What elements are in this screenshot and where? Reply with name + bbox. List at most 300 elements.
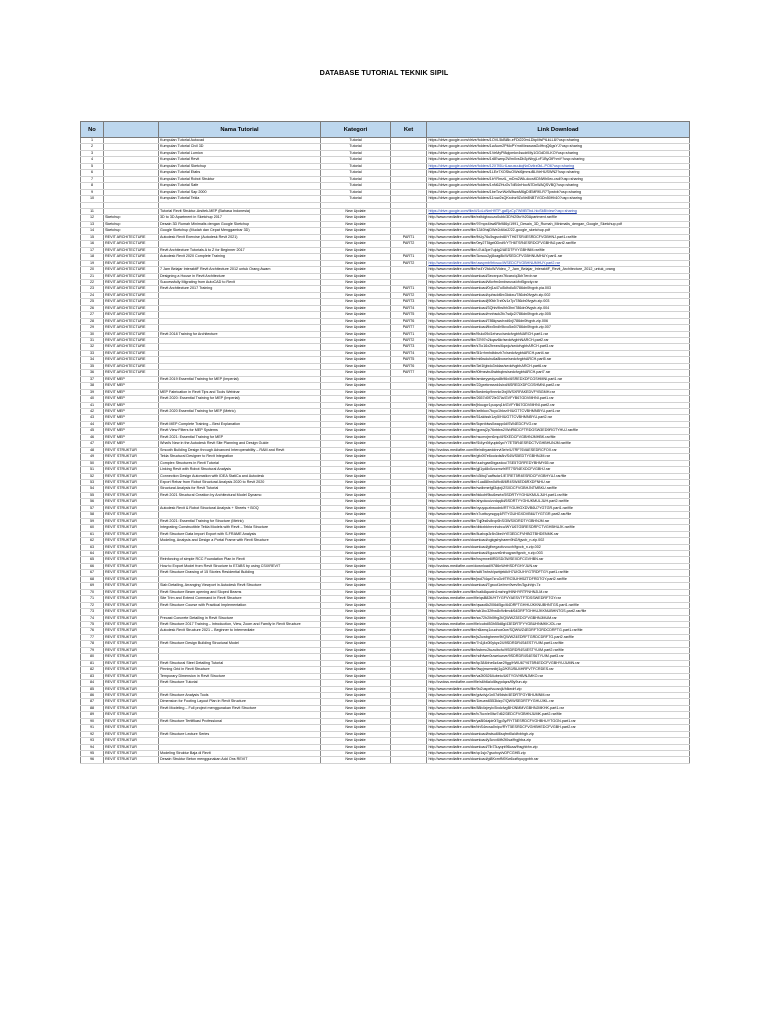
cell-no: 91 (81, 725, 104, 731)
cell-kategori-program: REVIT MEP (104, 441, 159, 447)
download-link[interactable]: http://www.mediafire.com/file/js2uwbgheem9t/QWWZ4EDRFTGRDCDRFTG.part2.rar/file (427, 634, 690, 640)
cell-no: 71 (81, 596, 104, 602)
download-link[interactable]: http://www.mediafire.com/file/oyuyquzbwudnk/RTYGUHGXDVB6U7YGTGR.part1.rar/file (427, 505, 690, 511)
cell-kategori: New Update (321, 447, 391, 453)
cell-kategori: New Update (321, 531, 391, 537)
cell-kategori-program: REVIT STRUKTUR (104, 512, 159, 518)
download-link[interactable]: http://www.mediafire.com/file/amkeyyedyzo8b96x/6SREDXDFCGSHMNI.part1.rar (427, 376, 690, 382)
download-link[interactable]: http://www.mediafire.com/download/iwtsu6l6sqfmt0a/dfvbhgh.zip (427, 731, 690, 737)
download-link[interactable]: http://www.mediafire.com/file/lv7kcn/e0ltw7d62/3EDCFVGBHNJUMK.part2.rar/file (427, 712, 690, 718)
cell-nama-tutorial: Revit MEP Complete Training – Best Explanation (159, 421, 321, 427)
cell-kategori-program: REVIT STRUKTUR (104, 531, 159, 537)
cell-kategori: Tutorial (321, 138, 391, 144)
cell-no: 44 (81, 421, 104, 427)
cell-kategori-program: Sketchup (104, 215, 159, 221)
cell-no: 24 (81, 292, 104, 298)
cell-no: 40 (81, 396, 104, 402)
cell-no: 33 (81, 350, 104, 356)
cell-ket: PART1 (391, 331, 427, 337)
cell-nama-tutorial: Revit Structure Drawing of 15 Stories Residential Building (159, 570, 321, 576)
table-body (81, 138, 690, 764)
cell-nama-tutorial: Revit Structure Data Import Export with S-FRAME Analysis (159, 531, 321, 537)
cell-kategori: New Update (321, 312, 391, 318)
cell-kategori: New Update (321, 428, 391, 434)
download-link[interactable]: http://www.mediafire.com/download/y3cvx6itfr2t0sa/fhgjhba.zip (427, 738, 690, 744)
cell-kategori-program: REVIT STRUKTUR (104, 705, 159, 711)
download-link[interactable]: http://www.mediafire.com/file/sw72h2lh0fhg2t/QWWZ3EDCFVGBHNJMUM.rar (427, 615, 690, 621)
cell-kategori: New Update (321, 544, 391, 550)
download-link[interactable]: http://www.mediafire.com/file/fbUy76u5sgsxlrd8/YTH6TSR4ESRDCFVGBHNJ.part1.rar/file (427, 234, 690, 240)
cell-nama-tutorial: Revit 2020 Essential Training for MEP (Metric) (159, 409, 321, 415)
cell-kategori: New Update (321, 705, 391, 711)
download-link[interactable]: http://www.mediafire.com/download/vlkvfm4nrdwruva/cfvt5gvcty.rar (427, 279, 690, 285)
cell-no: 46 (81, 434, 104, 440)
cell-no: 94 (81, 744, 104, 750)
download-link[interactable]: http://www.mediafire.com/file/gjl1yd8x0zczrnzfr/RT7SR4EXDCFVGBHJ.rar (427, 467, 690, 473)
cell-kategori-program: REVIT STRUKTUR (104, 621, 159, 627)
cell-ket: PART2 (391, 260, 427, 266)
cell-no: 5 (81, 163, 104, 169)
download-link[interactable]: http://www.mediafire.com/file/3ei1fgbdo3nldax/sedcfvgbhARCH.part6.rar (427, 363, 690, 369)
cell-ket: PART6 (391, 363, 427, 369)
download-link[interactable]: http://www.mediafire.com/file/ksbmc2tuzuibcfu/9SDRDR4S4ESTYUIM.part2.rar/file (427, 647, 690, 653)
cell-kategori-program: REVIT STRUKTUR (104, 538, 159, 544)
cell-kategori: New Update (321, 383, 391, 389)
download-link[interactable]: https://drive.google.com/drive/folders/1nN6ZHuGv7dB4nHooN7DnWAQSVBQ?usp=sharing (427, 183, 690, 189)
cell-no: 67 (81, 570, 104, 576)
cell-kategori-program: REVIT MEP (104, 415, 159, 421)
cell-kategori-program: REVIT MEP (104, 434, 159, 440)
cell-no: 50 (81, 460, 104, 466)
download-link[interactable]: https://drive.google.com/drive/folders/1VeMyPl8qlpmkn4sudriMy1GGdDXLKOYusp=sharing (427, 150, 690, 156)
cell-nama-tutorial: Revit 2020: Essential Training for MEP (Imperial) (159, 396, 321, 402)
download-link[interactable]: http://www.mediafire.com/file/88b4xjeylx/5xdcfvgBHJNMMVGBHNJMKHK.part1.rar (427, 705, 690, 711)
cell-kategori: New Update (321, 228, 391, 234)
download-link[interactable]: http://www.mediafire.com/download/quhsdd6rx3lokxu/786dn0fvgvb.zip.002 (427, 292, 690, 298)
cell-no: 35 (81, 363, 104, 369)
cell-kategori-program: REVIT STRUKTUR (104, 576, 159, 582)
download-link[interactable]: http://www.mediafire.com/file/22gxeknwsrd4sixd/6SREDXDFCGSHMNI.part2.rar (427, 383, 690, 389)
cell-kategori-program: REVIT STRUKTUR (104, 699, 159, 705)
cell-no: 20 (81, 267, 104, 273)
cell-kategori-program: REVIT MEP (104, 389, 159, 395)
download-link[interactable]: https://drive.google.com/drive/folders/1r8Ewmp2Wm0vsDb3pNhyjLvF1ByGtFhmY?usp=sharing (427, 157, 690, 163)
cell-kategori: New Update (321, 389, 391, 395)
download-link[interactable]: http://www.mediafire.com/file/5qxnfdws0wapp4d/SW4EDCFVG.rar (427, 421, 690, 427)
download-link[interactable]: http://www.mediafire.com/file/jwd7i4qw7zru3vf/TRC5UHH5ZTDFRDTGY.part2.rar/file (427, 576, 690, 582)
download-link[interactable]: http://www.mediafire.com/download/mnhsck2fc7sdjc2/786dn0fvgvb.zip.005 (427, 312, 690, 318)
download-link[interactable]: http://www.mediafire.com/download/0rj1a47ui5dhdlu5/786dn0fvgvb.pia.003 (427, 286, 690, 292)
cell-nama-tutorial: 7 Jam Belajar InteraktiF Revit Architecture 2012 untuk Orang Awam (159, 267, 321, 273)
cell-kategori: New Update (321, 260, 391, 266)
download-link[interactable]: https://drive.google.com/drive/folders/1LEe7XOStuOWsI6jmmuBLiVeHUSWN2?usp=sharing (427, 170, 690, 176)
cell-ket: PART7 (391, 325, 427, 331)
cell-kategori: Tutorial (321, 183, 391, 189)
cell-kategori-program: REVIT MEP (104, 428, 159, 434)
cell-no: 10 (81, 196, 104, 202)
cell-nama-tutorial: Kumpulan Tutorial Robot Struktur (159, 176, 321, 182)
cell-kategori: New Update (321, 609, 391, 615)
download-link[interactable]: http://www.mediafire.com/file/kp384bhe6z4ae29gg/HWU67Y6T5R4EDCFVGBHYUJUMN.rar (427, 660, 690, 666)
download-link[interactable]: http://www.mediafire.com/file/l9ulo09d1ehzvc/sedcfvgbhNARCH.part1.rar (427, 331, 690, 337)
cell-nama-tutorial: Revit Structure Tertifikasi Professional (159, 718, 321, 724)
cell-no: 15 (81, 234, 104, 240)
cell-kategori: Tutorial (321, 176, 391, 182)
cell-no: 74 (81, 615, 104, 621)
cell-nama-tutorial: Desain 3D Rumah Minimalis dengan Google Sketchup (159, 221, 321, 227)
cell-no: 54 (81, 486, 104, 492)
download-link[interactable]: http://cvokss.mediafire.com/file/qsB82tI/HTYGFVYAESVTFTDSSWEDRFTGY.rar (427, 596, 690, 602)
cell-kategori: New Update (321, 486, 391, 492)
cell-ket: PART7 (391, 370, 427, 376)
cell-kategori: New Update (321, 512, 391, 518)
download-link[interactable]: http://www.mediafire.com/file/3cwuu2pj8oag8k/WSEDCFVGBHNUMHUY.part1.rar (427, 254, 690, 260)
download-link[interactable]: http://www.mediafire.com/file/51aldssh1zy5/HIUG7TCVBHMNBYU.part2.rar (427, 415, 690, 421)
download-link[interactable]: https://drive.google.com/drive/folders/1wAum2PMoPYmxMxswwaGdHrqQ6gsYJ?usp=sharing (427, 144, 690, 150)
cell-no: 80 (81, 654, 104, 660)
cell-kategori-program: Sketchup (104, 228, 159, 234)
cell-no: 13 (81, 221, 104, 227)
header-ket: Ket (391, 122, 427, 138)
download-link[interactable]: http://www.mediafire.com/file/ya8l0dajdr0i7gp3y/RYT5ESRDCFVGHBHUYTGGN.part1.rar (427, 718, 690, 724)
cell-kategori-program: REVIT STRUKTUR (104, 602, 159, 608)
cell-kategori-program: REVIT STRUKTUR (104, 518, 159, 524)
cell-nama-tutorial: Revit 2021: Essential Training for Structure (Metric) (159, 518, 321, 524)
download-link[interactable]: https://drive.google.com/drive/folders/11ruw2sQKxdnz9ZoVe8NBTVGDn50Hb10?usp=sharing (427, 196, 690, 202)
download-link[interactable]: http://www.mediafire.com/file/gfo0t7e6ooizds8n/S4WS5EDTYGBHNJM.rar (427, 454, 690, 460)
cell-kategori: New Update (321, 247, 391, 253)
cell-nama-tutorial: Autodesk Revit & Robot Structural Analysis + Sheets + BOQ (159, 505, 321, 511)
cell-ket: PART5 (391, 357, 427, 363)
cell-kategori-program: REVIT ARCHITECTURE (104, 344, 159, 350)
cell-no: 64 (81, 550, 104, 556)
cell-nama-tutorial: Pinning Grid in Revit Structure (159, 667, 321, 673)
tutorial-table (80, 121, 690, 764)
download-link[interactable]: http://www.mediafire.com/file/wb1bc32fhw8x9vlimdi/64DRFTGHHUJKKNUBHNTGS.part2.rar/file (427, 609, 690, 615)
cell-no: 84 (81, 680, 104, 686)
cell-nama-tutorial: Kumpulan Tutorial Civil 3D (159, 144, 321, 150)
header-kategori-program (104, 122, 159, 138)
cell-kategori-program: REVIT MEP (104, 421, 159, 427)
download-link[interactable]: http://www.mediafire.com/file/x7uxttuyrsqyq4/RTYGUHGXDVB6U7YGTGR.part2.rar/file (427, 512, 690, 518)
table-row (81, 757, 690, 763)
cell-kategori-program: REVIT STRUKTUR (104, 589, 159, 595)
cell-no: 48 (81, 447, 104, 453)
cell-kategori-program: REVIT ARCHITECTURE (104, 325, 159, 331)
cell-kategori-program: REVIT ARCHITECTURE (104, 286, 159, 292)
download-link[interactable]: http://www.mediafire.com/download/3ecxnpzx7tlcaro/q3kh7erdr.rar (427, 273, 690, 279)
cell-ket: PART1 (391, 254, 427, 260)
cell-kategori: New Update (321, 563, 391, 569)
download-link[interactable]: http://www.mediafire.com/file/s7lo16x2trezw/6qwjc/sedcfvgbhARCH.part3.rar (427, 344, 690, 350)
download-link[interactable]: http://www.mediafire.com/file/ndhfwm0uweiuwve/9SDRDR4S4ES6TYUIM.part3.rar (427, 654, 690, 660)
download-link[interactable]: http://www.mediafire.com/file/9o2uspxfvuosvjk/hlkedrf.zip (427, 686, 690, 692)
download-link[interactable]: http://www.mediafire.com/download/7gxcct1e/mm9vev9n/3guhhjn.7z (427, 583, 690, 589)
download-link[interactable]: http://www.mediafire.com/file/ezltdgtxuuzo0ubk/3D%20to%20Apartment.rar/file (427, 215, 690, 221)
cell-kategori: New Update (321, 647, 391, 653)
download-link[interactable]: http://www.mediafire.com/file/hx4Y2tdoW/Video_7_Jam_Belajar_InteraktiF_Revit_Architecture_2012_untuk_orang (427, 267, 690, 273)
cell-no: 34 (81, 357, 104, 363)
cell-nama-tutorial: Revit 2021: Essential Training for MEP (159, 434, 321, 440)
cell-kategori-program: REVIT STRUKTUR (104, 738, 159, 744)
cell-kategori: New Update (321, 402, 391, 408)
cell-kategori: New Update (321, 505, 391, 511)
cell-kategori-program: REVIT STRUKTUR (104, 744, 159, 750)
download-link[interactable]: http://www.mediafire.com/file/7qj0ts6v8rcp6hS/3WSXDRDTYGBHNJM.rar (427, 518, 690, 524)
download-link[interactable]: http://www.mediafire.com/download/4guuvx6nfruqyan/fgvcb_n.zip.003 (427, 550, 690, 556)
cell-no: 9 (81, 189, 104, 195)
header-no: No (81, 122, 104, 138)
download-link[interactable]: https://drive.google.com/drive/folders/1beTcvrWzW8wwM6gDIEMRf0-R7Tpwtxb?usp=sharing (427, 189, 690, 195)
cell-kategori: New Update (321, 660, 391, 666)
download-link[interactable]: https://drive.google.com/drive/folders/12X7t5LriLacuxuukqNnDvilrz0kL-PO6?usp=sharing (427, 163, 690, 169)
download-link[interactable]: http://www.mediafire.com/download/tlxx5ndh9kvo5w0/786dn0fvgvb.zip.007 (427, 325, 690, 331)
cell-nama-tutorial: Revit Structure Course with Practical Implementation (159, 602, 321, 608)
cell-kategori-program: REVIT ARCHITECTURE (104, 273, 159, 279)
download-link[interactable]: https://drive.google.com/file/d/1oLcNmH9TP-gaEjzCp7WMBTbd-hloSkB/view?usp=sharing (427, 208, 690, 214)
download-link[interactable]: http://www.mediafire.com/file/0ey2T5lgxt0Dnd9/YTH6TSR4ESRDCFVGBHNJ.part2.rar/file (427, 241, 690, 247)
download-link[interactable]: http://www.mediafire.com/file/gdvdvjz1n07d9dsb/4EDRTFGYBHUMNM.rar (427, 692, 690, 698)
download-link[interactable]: https://drive.google.com/drive/folders/1OVL5kBl8b-eFDi220mLDkpMsPtLkLL8/?usp=sharing (427, 138, 690, 144)
cell-kategori: New Update (321, 731, 391, 737)
cell-no: 38 (81, 383, 104, 389)
cell-no: 47 (81, 441, 104, 447)
download-link[interactable]: http://cvokss.mediafire.com/download/9786nWrtHSDFGHYJUN.rar (427, 563, 690, 569)
download-link[interactable]: http://www.mediafire.com/file/mi6wduhu6a8bcwe/sedcfvgbhARCH.part5.rar (427, 357, 690, 363)
cell-kategori-program: REVIT ARCHITECTURE (104, 357, 159, 363)
cell-kategori: New Update (321, 325, 391, 331)
cell-kategori-program: REVIT STRUKTUR (104, 570, 159, 576)
cell-kategori: New Update (321, 480, 391, 486)
cell-kategori-program: REVIT STRUKTUR (104, 751, 159, 757)
cell-ket: PART1 (391, 234, 427, 240)
download-link[interactable]: http://www.mediafire.com/file/f1t4yn94yupk6yc/Y7ET5R4ESRDCTVGHBHUNJM.rar/file (427, 441, 690, 447)
cell-kategori-program: REVIT ARCHITECTURE (104, 279, 159, 285)
cell-nama-tutorial: Kumpulan Tutorial Sketchup (159, 163, 321, 169)
cell-nama-tutorial: Kumpulan Tutorial Sap 2000 (159, 189, 321, 195)
cell-kategori-program: REVIT STRUKTUR (104, 563, 159, 569)
cell-nama-tutorial: Linking Revit with Robot Structural Analysis (159, 467, 321, 473)
download-link[interactable]: http://www.mediafire.com/file/qwao6k2l06di5gc/64DRFTGHHUJKKNUBHNTGS.part1.rar/file (427, 602, 690, 608)
cell-no: 21 (81, 273, 104, 279)
cell-ket: PART2 (391, 338, 427, 344)
cell-nama-tutorial: Reinforcing of simple RCC Foundation Plan in Revit (159, 557, 321, 563)
cell-no: 52 (81, 473, 104, 479)
download-link[interactable]: http://www.mediafire.com/file/uuchgax6bgzzdcu/7SE5TGRFEDYBHMY65.rar (427, 460, 690, 466)
cell-kategori: New Update (321, 673, 391, 679)
cell-kategori-program: REVIT ARCHITECTURE (104, 338, 159, 344)
cell-no: 57 (81, 505, 104, 511)
cell-kategori: New Update (321, 344, 391, 350)
download-link[interactable]: http://www.mediafire.com/file/2657d0f72le37ia/GVFYB67GDVMHNI.part1.rar (427, 396, 690, 402)
cell-kategori: New Update (321, 499, 391, 505)
cell-kategori: Tutorial (321, 163, 391, 169)
cell-no: 36 (81, 370, 104, 376)
cell-no: 26 (81, 305, 104, 311)
download-link[interactable]: http://www.mediafire.com/download/gl8KxmfN9Xw6czfkyuygvbh.rar (427, 757, 690, 763)
download-link[interactable]: http://www.mediafire.com/file/ikedmkp9nnnkr2ixj/WSXRFAKEDVFYBGMH.rar (427, 389, 690, 395)
cell-kategori-program: REVIT STRUKTUR (104, 712, 159, 718)
cell-nama-tutorial: Modeling Struktur Baja di Revit (159, 751, 321, 757)
cell-kategori-program: REVIT ARCHITECTURE (104, 331, 159, 337)
cell-kategori-program: REVIT ARCHITECTURE (104, 292, 159, 298)
download-link[interactable]: http://cvokss.mediafire.com/file/rdbyaeddnrvt3ehr/U7RF76VAESEDRCFOX.rar (427, 447, 690, 453)
header-link-download: Link Download (427, 122, 690, 138)
cell-kategori-program: REVIT ARCHITECTURE (104, 260, 159, 266)
download-link[interactable]: http://www.mediafire.com/file/bkkohf9ku6esrtx/5SDRTYYGHUKMULJUH.part1.rar/file (427, 492, 690, 498)
cell-nama-tutorial: Revit Structure 2017 Training – Introduction, View, Zoom and Family in Revit Structure (159, 621, 321, 627)
download-link[interactable]: http://www.mediafire.com/file/1340hsjDWe2dt4xiZ/22-google_sketchup.pdf (427, 228, 690, 234)
download-link[interactable]: http://www.mediafire.com/file/va2t05264ubeio/U6TYGVHB/NJMKO.rar (427, 673, 690, 679)
download-link[interactable]: http://www.mediafire.com/file/37t97n2kqav6kr/sedcfvgbhNARCH.part2.rar (427, 338, 690, 344)
cell-nama-tutorial: Revit Modeling – Full project menggunakan Revit Structure (159, 705, 321, 711)
download-link[interactable]: http://www.mediafire.com/file/7n1j4x0l0ykyz24/9SDRDR4S4ESTYUIM.part1.rar/file (427, 641, 690, 647)
download-link[interactable]: http://www.mediafire.com/download/7lb73uyqnt96caa/fhsghbhn.zip (427, 744, 690, 750)
cell-no: 3 (81, 150, 104, 156)
cell-kategori: New Update (321, 299, 391, 305)
cell-kategori: New Update (321, 628, 391, 634)
cell-kategori-program: REVIT STRUKTUR (104, 641, 159, 647)
cell-kategori-program: REVIT STRUKTUR (104, 454, 159, 460)
cell-kategori-program: REVIT MEP (104, 409, 159, 415)
cell-kategori-program: REVIT STRUKTUR (104, 499, 159, 505)
cell-no: 77 (81, 634, 104, 640)
download-link[interactable]: http://www.mediafire.com/download/glfxegzofuvxuxh/fgvcb_n.zip.002 (427, 544, 690, 550)
cell-no: 70 (81, 589, 104, 595)
download-link[interactable]: http://www.mediafire.com/file/gpxwj2p76nbbw2/WdR6DCFTRDGSW3ED9RGTYHUJ.rar/file (427, 428, 690, 434)
cell-ket: PART2 (391, 241, 427, 247)
download-link[interactable]: http://www.mediafire.com/file/dbkxbkhrnnhdrcu/WYU67G5RESDRFCTVGHBHUJK.rar/file (427, 525, 690, 531)
cell-kategori: New Update (321, 279, 391, 285)
cell-kategori: New Update (321, 615, 391, 621)
cell-nama-tutorial: Dimension for Footing Layout Plan in Revit Structure (159, 699, 321, 705)
download-link[interactable]: http://www.mediafire.com/file/ivsymxe8IRDSD/3WSEXDFCGVHBN.rar (427, 557, 690, 563)
cell-nama-tutorial: Autodesk Revit Exercise (Autodesk Revit 2021) (159, 234, 321, 240)
download-link[interactable]: http://www.mediafire.com/file/n6lzmq1ouohox0ce/SQWWZ4EDRFTGRDCDRFTG.part1.rar/file (427, 628, 690, 634)
cell-kategori-program: REVIT STRUKTUR (104, 505, 159, 511)
cell-kategori: New Update (321, 757, 391, 763)
cell-no: 75 (81, 621, 104, 627)
cell-no: 45 (81, 428, 104, 434)
download-link[interactable]: http://www.mediafire.com/file/zeibkox7tuyo1hkrz/HIUG7TCVBHMNBYU.part1.rar (427, 409, 690, 415)
cell-no: 68 (81, 576, 104, 582)
cell-no: 81 (81, 660, 104, 666)
cell-kategori: New Update (321, 318, 391, 324)
download-link[interactable]: http://www.mediafire.com/download/786kpwuhxd6xj/786dn0fvgvb.zip.006 (427, 318, 690, 324)
cell-no: 25 (81, 299, 104, 305)
cell-kategori: New Update (321, 357, 391, 363)
download-link[interactable]: http://www.mediafire.com/file/jhkuqpr1puqvq1b/GVFYB67GDVMHNI.part2.rar (427, 402, 690, 408)
download-link[interactable]: https://drive.google.com/drive/folders/1bYRmzlL_mDm2Wk-dccsKDNWh0ec-radi?usp=sharing (427, 176, 690, 182)
cell-kategori-program: REVIT ARCHITECTURE (104, 254, 159, 260)
cell-kategori-program: REVIT ARCHITECTURE (104, 318, 159, 324)
cell-no: 28 (81, 318, 104, 324)
download-link[interactable]: http://www.mediafire.com/download/3Qhiv9bslhh3hn/786dn0fvgvb.zip.004 (427, 305, 690, 311)
cell-kategori-program: REVIT STRUKTUR (104, 615, 159, 621)
cell-kategori-program: REVIT STRUKTUR (104, 757, 159, 763)
cell-kategori-program: REVIT STRUKTUR (104, 480, 159, 486)
cell-nama-tutorial: Smooth Building Design through Advanced Interoperability – RAM and Revit (159, 447, 321, 453)
cell-nama-tutorial: Site Trim and Extend Command in Revit Structure (159, 596, 321, 602)
cell-kategori-program: REVIT ARCHITECTURE (104, 370, 159, 376)
cell-no: 14 (81, 228, 104, 234)
cell-nama-tutorial: Autodesk Revit Structure 2021 – Beginner to Intermediate (159, 628, 321, 634)
download-link[interactable]: http://www.mediafire.com/file/9wyjmwmnlirj1g2/KRJ/BU4HRFVTFCRDES.rar (427, 667, 690, 673)
download-link[interactable]: http://www.mediafire.com/file/rwdbmefgll3qtxj/ZSXDCFVGBHJNTMBKU.rar/file (427, 486, 690, 492)
download-link[interactable]: http://www.mediafire.com/file/t0fmsvbu5wbbqbw/sedcfvgbhARCH.part7.rar (427, 370, 690, 376)
download-link[interactable]: http://www.mediafire.com/download/j90kh7rzt0v1z7p/786dn0fvgvb.zip.003 (427, 299, 690, 305)
download-link[interactable]: http://www.mediafire.com/file/ahyokcuizvdqqlld/5SDRTYYGHUKMULJUH.part2.rar/file (427, 499, 690, 505)
download-link[interactable]: http://cvokss.mediafire.com/file/s6h6a/ol8sypdqzs/t5y9un.zip (427, 680, 690, 686)
cell-no: 69 (81, 583, 104, 589)
cell-kategori: New Update (321, 338, 391, 344)
cell-nama-tutorial: Kumpulan Tutorial Autocad (159, 138, 321, 144)
download-link[interactable]: http://www.mediafire.com/file/1ieuzw6553kizp7/QWWSEDRTFYGHUJIKL.rar (427, 699, 690, 705)
cell-ket: PART5 (391, 312, 427, 318)
cell-nama-tutorial: Kumpulan Tutorial Lumion (159, 150, 321, 156)
cell-kategori-program: REVIT MEP (104, 376, 159, 382)
cell-kategori-program: REVIT STRUKTUR (104, 557, 159, 563)
download-link[interactable]: http://www.mediafire.com/file/8uzbqs3r8n3bei/rYE3EDCFVHBGTBHDENMK.rar (427, 531, 690, 537)
cell-kategori: Tutorial (321, 157, 391, 163)
cell-kategori-program: REVIT STRUKTUR (104, 731, 159, 737)
download-link[interactable]: http://www.mediafire.com/file/r1ua88lnn0d9vl8/6R4SW4ED6RXDFNHU.rar (427, 480, 690, 486)
cell-kategori: New Update (321, 712, 391, 718)
cell-kategori: New Update (321, 215, 391, 221)
table-header-row (81, 122, 690, 138)
download-link[interactable]: http://www.mediafire.com/download/ogkgshyhaem9hl2/fgvcb_n.zip.002 (427, 538, 690, 544)
download-link[interactable]: http://www.mediafire.com/file/uwsymb9rfcsuc/WSEDCFVGBHNUMHUY.part2.rar (427, 260, 690, 266)
cell-kategori-program: REVIT STRUKTUR (104, 467, 159, 473)
cell-nama-tutorial: Revit Architecture 2017 Training (159, 286, 321, 292)
cell-no: 39 (81, 389, 104, 395)
cell-nama-tutorial: Modeling, Analysis and Design a Portal Frame with Revit Structure (159, 538, 321, 544)
download-link[interactable]: http://www.mediafire.com/file/nscmxjrrn6mp4f/SXEDCFVGBHNJMHBK.rar/file (427, 434, 690, 440)
download-link[interactable]: http://www.mediafire.com/file/97mpx4bw6Rb986y/1991_Desain_3D_Rumah_Minimalis_dengan_Google_Sketchup.pdf (427, 221, 690, 227)
cell-kategori-program: REVIT STRUKTUR (104, 680, 159, 686)
cell-no: 76 (81, 628, 104, 634)
download-link[interactable]: http://www.mediafire.com/file/cp1sjv7gsohvyi/vDFCGHB.zip (427, 751, 690, 757)
cell-kategori-program: REVIT STRUKTUR (104, 628, 159, 634)
cell-no: 32 (81, 344, 104, 350)
cell-kategori: New Update (321, 596, 391, 602)
download-link[interactable]: http://www.mediafire.com/file/u7uk3pe7ujdg2/AEDTFVYGBHNM.rar/file (427, 247, 690, 253)
cell-no: 18 (81, 254, 104, 260)
cell-no: 92 (81, 731, 104, 737)
cell-no: 56 (81, 499, 104, 505)
cell-kategori: New Update (321, 434, 391, 440)
cell-kategori-program: REVIT STRUKTUR (104, 673, 159, 679)
cell-no: 62 (81, 538, 104, 544)
cell-kategori: New Update (321, 292, 391, 298)
download-link[interactable]: http://www.mediafire.com/file/5l1rrhmhdtdnzh7x/sedcfvgbhARCH.part4.rar (427, 350, 690, 356)
cell-kategori-program: REVIT ARCHITECTURE (104, 234, 159, 240)
download-link[interactable]: http://www.mediafire.com/file/bhS4ecsa0nipv/RYT5ESRDCFVGHBHEDCFVGBH.part2.rar (427, 725, 690, 731)
download-link[interactable]: http://www.mediafire.com/file/o3tbq7uaffsdcr1/E7RET5R4ESRDCFVGBHYUJ.rar/file (427, 473, 690, 479)
cell-nama-tutorial: Export Rebar from Robot Structural Analysis 2020 to Revit 2020 (159, 480, 321, 486)
cell-kategori: New Update (321, 680, 391, 686)
cell-nama-tutorial: Successfully Migrating from AutoCAD to Revit (159, 279, 321, 285)
download-link[interactable]: http://www.mediafire.com/file/lvaik8quwin1mzhrg/HINHYRTFNHNJLM.rar (427, 589, 690, 595)
cell-kategori: Tutorial (321, 189, 391, 195)
download-link[interactable]: http://www.mediafire.com/file/sdti7whsh/pwbjekik/H7UIOUHYGTRDFTGY.part1.rar/file (427, 570, 690, 576)
cell-kategori-program: REVIT STRUKTUR (104, 596, 159, 602)
cell-no: 2 (81, 144, 104, 150)
cell-kategori-program: REVIT ARCHITECTURE (104, 305, 159, 311)
cell-kategori-program: REVIT STRUKTUR (104, 634, 159, 640)
download-link[interactable]: http://cvokss.mediafire.com/file/cubdl53h55d8g/43EDRTFYYGBUHNMKKJOL.rar (427, 621, 690, 627)
cell-kategori: New Update (321, 667, 391, 673)
